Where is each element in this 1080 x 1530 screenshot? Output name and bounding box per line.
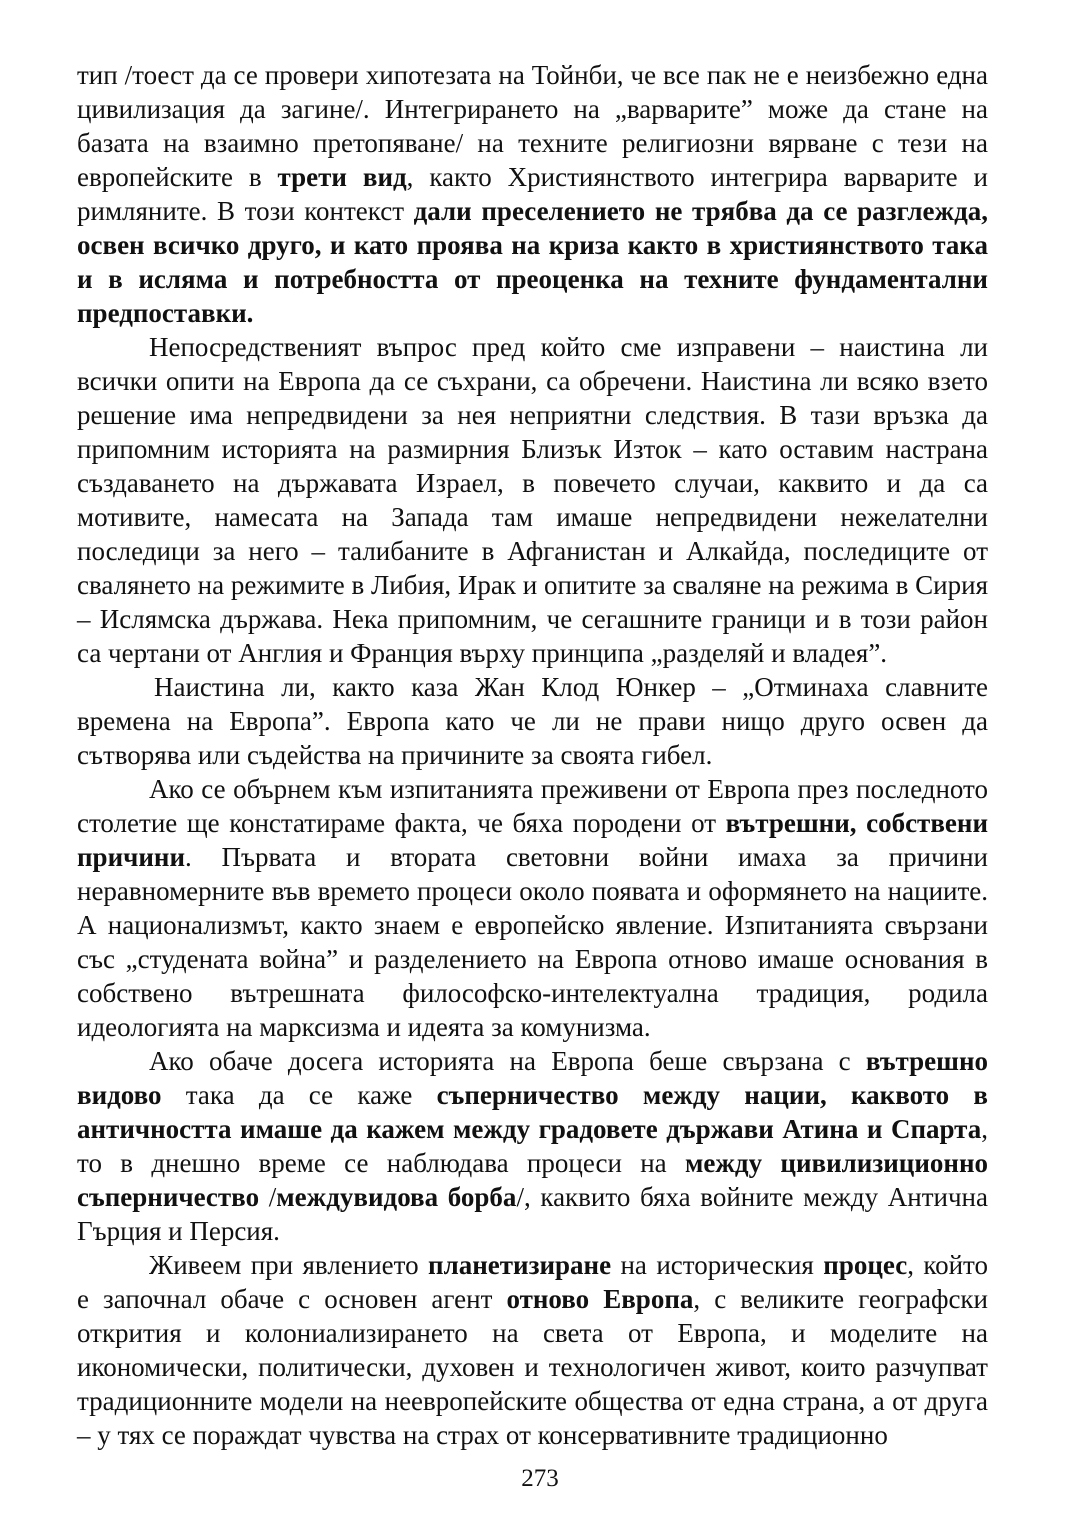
paragraph-2	[77, 330, 988, 670]
text-segment: Непосредственият въпрос пред който сме изправени – наистина ли всички опити на Европа да се съхрани, са обречени. Наистина ли всяко взето решение има непредвидени за нея неприятни следствия. В тази връзка да припомним историята на размирния Близък Изток – като оставим настрана създаването на държавата Израел, в повечето случаи, каквито и да са мотивите, намесата на Запада там имаше непредвидени нежелателни последици за него – талибаните в Афганистан и Алкайда, последиците от свалянето на режимите в Либия, Ирак и опитите за сваляне на режима в Сирия – Ислямска държава. Нека припомним, че сегашните граници и в този район са чертани от Англия и Франция върху принципа „разделяй и владея”.	[77, 332, 988, 668]
bold-text-segment: процес	[823, 1250, 908, 1280]
bold-text-segment: планетизиране	[428, 1250, 612, 1280]
paragraph-5	[77, 1044, 988, 1248]
page-number: 273	[521, 1465, 559, 1492]
paragraph-1	[77, 58, 988, 330]
text-segment: Ако се обърнем към изпитанията преживени от Европа през последното столетие ще констатираме факта, че бяха породени от	[77, 774, 988, 838]
text-segment: тип /тоест да се провери хипотезата на Тойнби, че все пак не е неизбежно една цивилизация да загине/. Интегрирането на „варварите” може да стане на базата на взаимно претопяване/ на техните религиозни вярване с тези на европейските в	[77, 60, 988, 192]
page-body	[77, 58, 988, 1452]
bold-text-segment: съперничество между нации, каквото в античността имаше да кажем между градовете държави Атина и Спарта	[77, 1080, 988, 1144]
text-segment: така да се каже	[161, 1080, 437, 1110]
paragraph-4	[77, 772, 988, 1044]
text-segment: /, каквито бяха войните между Антична Гърция и Персия.	[77, 1182, 988, 1246]
bold-text-segment: отново Европа	[506, 1284, 694, 1314]
text-segment: на историческия	[611, 1250, 824, 1280]
paragraph-3	[77, 670, 988, 772]
text-segment: /	[259, 1182, 277, 1212]
bold-text-segment: дали преселението не трябва да се разглежда, освен всичко друго, и като проява на криза както в християнството така и в исляма и потребността от преоценка на техните фундаментални предпоставки.	[77, 196, 988, 328]
text-segment: Ако обаче досега историята на Европа беше свързана с	[149, 1046, 866, 1076]
bold-text-segment: междувидова борба	[276, 1182, 517, 1212]
text-segment: , с великите географски открития и колониализирането на света от Европа, и моделите на икономически, политически, духовен и технологичен живот, които разчупват традиционните модели на неевропейските общества от една страна, а от друга – у тях се пораждат чувства на страх от консервативните традиционно	[77, 1284, 988, 1450]
bold-text-segment: вътрешни, собствени причини	[77, 808, 988, 872]
text-segment: , както Християнството интегрира варварите и римляните. В този контекст	[77, 162, 988, 226]
bold-text-segment: трети вид	[277, 162, 407, 192]
text-segment: . Първата и втората световни войни имаха за причини неравномерните във времето процеси около появата и оформянето на нациите. А национализмът, както знаем е европейско явление. Изпитанията свързани със „студената война” и разделението на Европа отново имаше основания в собствено вътрешната философско-интелектуална традиция, родила идеологията на марксизма и идеята за комунизма.	[77, 842, 988, 1042]
text-segment: , който е започнал обаче с основен агент	[77, 1250, 989, 1314]
text-segment: Живеем при явлението	[149, 1250, 429, 1280]
bold-text-segment: между цивилизиционно съперничество	[77, 1148, 988, 1212]
text-segment: , то в днешно време се наблюдава процеси на	[77, 1114, 988, 1178]
text-segment: Наистина ли, както каза Жан Клод Юнкер – „Отминаха славните времена на Европа”. Европа като че ли не прави нищо друго освен да сътворява или съдейства на причините за своята гибел.	[77, 672, 988, 770]
bold-text-segment: вътрешно видово	[77, 1046, 988, 1110]
paragraph-6	[77, 1248, 988, 1452]
